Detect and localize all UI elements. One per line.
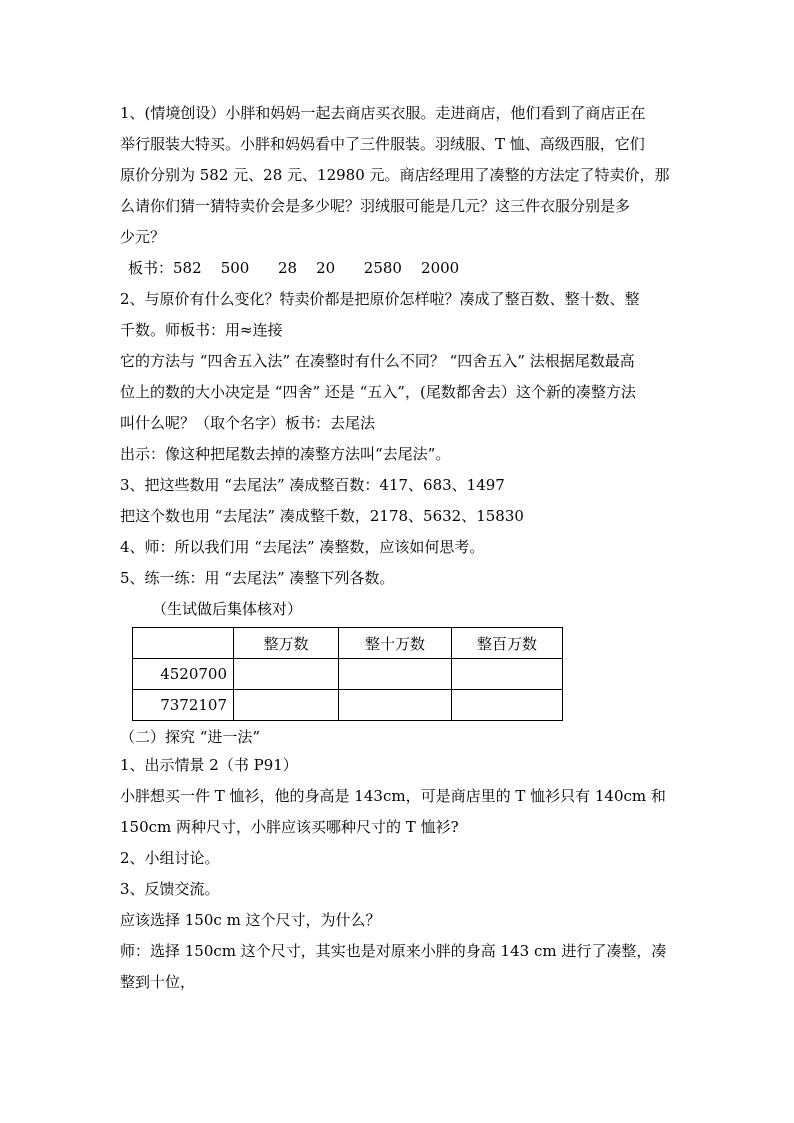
- document-page: [120, 98, 680, 998]
- table-row: [133, 659, 563, 690]
- board-writing: 板书：582 500 28 20 2580 2000: [128, 259, 460, 277]
- table-row: [133, 690, 563, 721]
- table-cell: 7372107: [133, 690, 234, 721]
- paragraph-line: 整到十位，: [120, 973, 196, 991]
- paragraph-line: 4、师：所以我们用 “去尾法” 凑整数，应该如何思考。: [120, 538, 485, 556]
- paragraph-line: 3、把这些数用 “去尾法” 凑成整百数：417、683、1497: [120, 476, 505, 494]
- paragraph-line: 3、反馈交流。: [120, 880, 220, 898]
- paragraph-line: 原价分别为 582 元、28 元、12980 元。商店经理用了凑整的方法定了特卖价，那: [120, 166, 670, 184]
- paragraph-line: 出示：像这种把尾数去掉的凑整方法叫“去尾法”。: [120, 445, 451, 463]
- paragraph-line: 师：选择 150cm 这个尺寸，其实也是对原来小胖的身高 143 cm 进行了凑整，凑: [120, 942, 667, 960]
- paragraph-line: 举行服装大特买。小胖和妈妈看中了三件服装。羽绒服、T 恤、高级西服，它们: [120, 135, 645, 153]
- table-header-row: [133, 628, 563, 659]
- section-heading: （二）探究 “进一法”: [120, 728, 261, 746]
- table-cell: 4520700: [133, 659, 234, 690]
- paragraph-line: 小胖想买一件 T 恤衫，他的身高是 143cm，可是商店里的 T 恤衫只有 140cm 和: [120, 787, 666, 805]
- paragraph-line: 千数。师板书：用≈连接: [120, 321, 283, 339]
- table-cell: [234, 659, 339, 690]
- paragraph-line: （生试做后集体核对）: [152, 600, 303, 618]
- table-header-cell: 整十万数: [339, 628, 452, 659]
- paragraph-line: 它的方法与 “四舍五入法” 在凑整时有什么不同？ “四舍五入” 法根据尾数最高: [120, 352, 635, 370]
- paragraph-line: 少元？: [120, 228, 166, 246]
- rounding-table: [132, 627, 563, 721]
- paragraph-line: 应该选择 150c m 这个尺寸，为什么？: [120, 911, 381, 929]
- paragraph-line: 150cm 两种尺寸，小胖应该买哪种尺寸的 T 恤衫?: [120, 818, 459, 836]
- table-cell: [234, 690, 339, 721]
- table-cell: [339, 690, 452, 721]
- paragraph-line: 5、练一练：用 “去尾法” 凑整下列各数。: [120, 569, 395, 587]
- paragraph-line: 2、与原价有什么变化？特卖价都是把原价怎样啦？凑成了整百数、整十数、整: [120, 290, 640, 308]
- table-header-cell: [133, 628, 234, 659]
- table-cell: [452, 690, 563, 721]
- paragraph-line: 把这个数也用 “去尾法” 凑成整千数，2178、5632、15830: [120, 507, 524, 525]
- paragraph-line: 1、(情境创设）小胖和妈妈一起去商店买衣服。走进商店，他们看到了商店正在: [120, 104, 646, 122]
- paragraph-line: 1、出示情景 2（书 P91）: [120, 756, 298, 774]
- table-cell: [339, 659, 452, 690]
- paragraph-line: 位上的数的大小决定是 “四舍” 还是 “五入”，(尾数都舍去）这个新的凑整方法: [120, 383, 636, 401]
- paragraph-line: 2、小组讨论。: [120, 849, 220, 867]
- paragraph-line: 叫什么呢？（取个名字）板书：去尾法: [120, 414, 376, 432]
- table-header-cell: 整万数: [234, 628, 339, 659]
- table-header-cell: 整百万数: [452, 628, 563, 659]
- table-cell: [452, 659, 563, 690]
- paragraph-line: 么请你们猜一猜特卖价会是多少呢？羽绒服可能是几元？这三件衣服分别是多: [120, 197, 631, 215]
